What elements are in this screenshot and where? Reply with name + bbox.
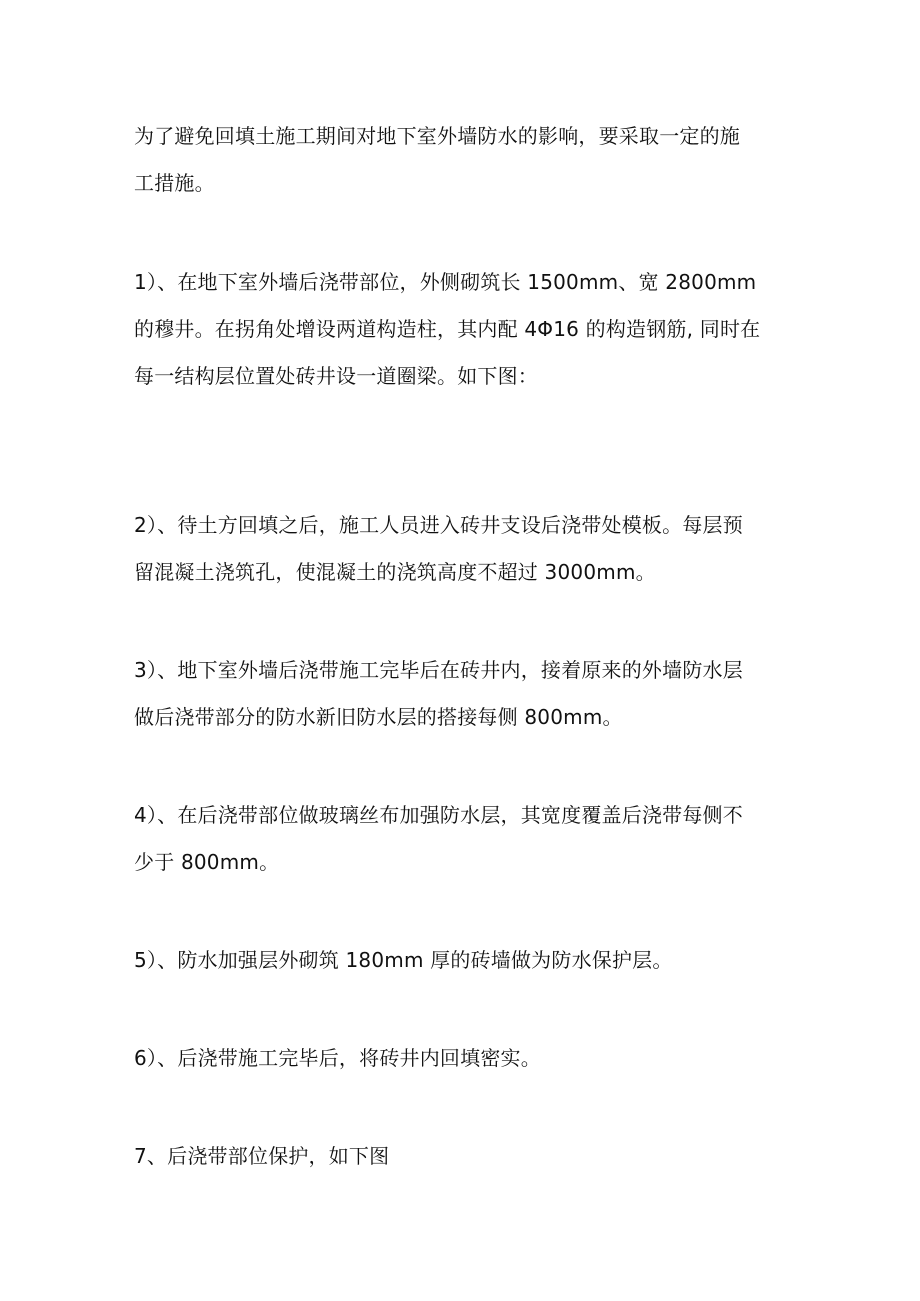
item-4-line-2: 少于 800mm。	[134, 850, 280, 874]
intro-paragraph	[134, 113, 794, 207]
item-3-line-2: 做后浇带部分的防水新旧防水层的搭接每侧 800mm。	[134, 705, 623, 729]
intro-line-1: 为了避免回填土施工期间对地下室外墙防水的影响，要采取一定的施	[134, 124, 740, 148]
item-6-paragraph	[134, 1035, 794, 1082]
item-3-line-1: 3）、地下室外墙后浇带施工完毕后在砖井内，接着原来的外墙防水层	[134, 658, 743, 682]
item-1-line-2: 的穆井。在拐角处增设两道构造柱，其内配 4Φ16 的构造钢筋, 同时在	[134, 317, 761, 341]
item-2-line-1: 2）、待土方回填之后，施工人员进入砖井支设后浇带处模板。每层预	[134, 513, 743, 537]
item-5-paragraph	[134, 937, 794, 984]
item-1-paragraph	[134, 259, 794, 400]
intro-line-2: 工措施。	[134, 171, 215, 195]
item-3-paragraph	[134, 647, 794, 741]
item-7-paragraph	[134, 1133, 794, 1180]
item-2-paragraph	[134, 502, 794, 596]
item-7-line-1: 7、后浇带部位保护，如下图	[134, 1144, 390, 1168]
item-1-line-1: 1）、在地下室外墙后浇带部位，外侧砌筑长 1500mm、宽 2800mm	[134, 270, 757, 294]
item-6-line-1: 6）、后浇带施工完毕后，将砖井内回填密实。	[134, 1046, 541, 1070]
item-2-line-2: 留混凝土浇筑孔，使混凝土的浇筑高度不超过 3000mm。	[134, 560, 656, 584]
item-4-paragraph	[134, 792, 794, 886]
item-4-line-1: 4）、在后浇带部位做玻璃丝布加强防水层，其宽度覆盖后浇带每侧不	[134, 803, 743, 827]
item-5-line-1: 5）、防水加强层外砌筑 180mm 厚的砖墙做为防水保护层。	[134, 948, 673, 972]
item-1-line-3: 每一结构层位置处砖井设一道圈梁。如下图：	[134, 364, 538, 388]
